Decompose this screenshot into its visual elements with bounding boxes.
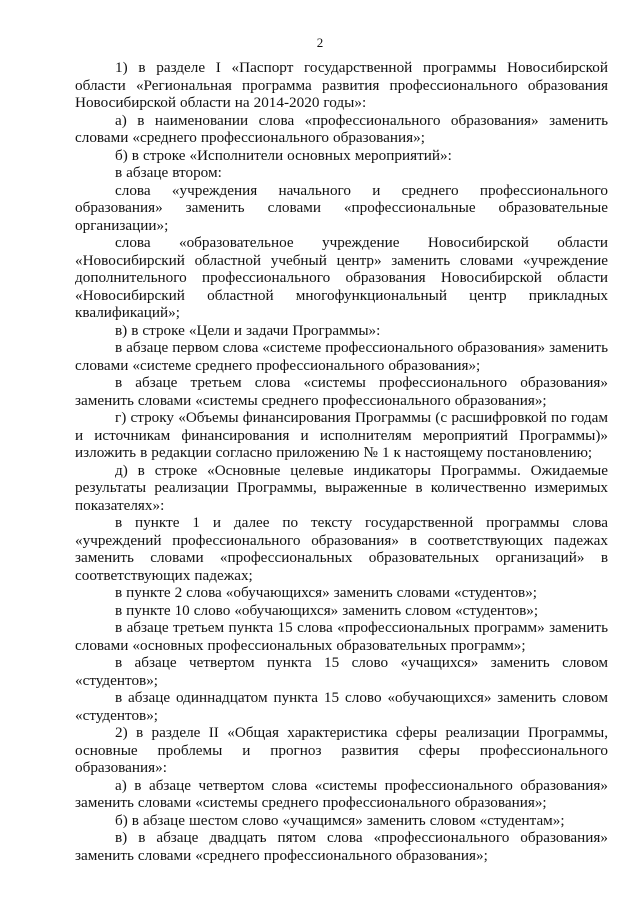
paragraph-item-b: б) в строке «Исполнители основных мероприятий»: [115, 146, 452, 164]
paragraph-point-1: в пункте 1 и далее по тексту государственной программы слова «учреждений профессионального образования» в соответствующих падежах заменить словами «профессиональных образовательных организаций» в соответствующих падежах; [75, 514, 608, 584]
paragraph-section-2-item-b: б) в абзаце шестом слово «учащимся» заменить словом «студентам»; [115, 811, 565, 829]
paragraph-point-15-third: в абзаце третьем пункта 15 слова «профессиональных программ» заменить словами «основных профессиональных образовательных программ»; [75, 619, 608, 654]
paragraph-section-2-item-a: а) в абзаце четвертом слова «системы профессионального образования» заменить словами «системы среднего профессионального образования»; [75, 776, 608, 811]
paragraph-words-institutions: слова «учреждения начального и среднего профессионального образования» заменить словами «профессиональные образовательные организации»; [75, 181, 608, 234]
paragraph-item-d: д) в строке «Основные целевые индикаторы Программы. Ожидаемые результаты реализации Программы, выраженные в количественно измеримых показателях»: [75, 461, 608, 514]
paragraph-point-10: в пункте 10 слово «обучающихся» заменить словом «студентов»; [115, 601, 539, 619]
document-body [75, 59, 608, 864]
paragraph-item-g: г) строку «Объемы финансирования Программы (с расшифровкой по годам и источникам финансирования и исполнителям мероприятий Программы)» изложить в редакции согласно приложению № 1 к настоящему постановлению; [75, 409, 608, 461]
page-number: 2 [316, 35, 324, 50]
paragraph-item-v: в) в строке «Цели и задачи Программы»: [115, 321, 381, 339]
paragraph-point-15-fourth: в абзаце четвертом пункта 15 слово «учащихся» заменить словом «студентов»; [75, 654, 608, 689]
paragraph-item-a: а) в наименовании слова «профессионального образования» заменить словами «среднего профессионального образования»; [75, 111, 608, 146]
paragraph-words-training-center: слова «образовательное учреждение Новосибирской области «Новосибирский областной учебный центр» заменить словами «учреждение дополнительного профессионального образования Новосибирской области «Новосибирский областной многофункциональный центр прикладных квалификаций»; [75, 234, 608, 321]
paragraph-point-15-eleventh: в абзаце одиннадцатом пункта 15 слово «обучающихся» заменить словом «студентов»; [75, 689, 608, 724]
paragraph-second-abzac: в абзаце втором: [115, 164, 222, 181]
paragraph-third-abzac: в абзаце третьем слова «системы профессионального образования» заменить словами «системы среднего профессионального образования»; [75, 374, 608, 409]
paragraph-section-1-intro: 1) в разделе I «Паспорт государственной программы Новосибирской области «Региональная программа развития профессионального образования Новосибирской области на 2014-2020 годы»: [75, 59, 608, 111]
paragraph-point-2: в пункте 2 слова «обучающихся» заменить словами «студентов»; [115, 584, 538, 601]
paragraph-first-abzac: в абзаце первом слова «системе профессионального образования» заменить словами «системе среднего профессионального образования»; [75, 339, 608, 374]
paragraph-section-2-intro: 2) в разделе II «Общая характеристика сферы реализации Программы, основные проблемы и прогноз развития сферы профессионального образования»: [75, 724, 608, 776]
paragraph-section-2-item-v: в) в абзаце двадцать пятом слова «профессионального образования» заменить словами «среднего профессионального образования»; [75, 829, 608, 864]
